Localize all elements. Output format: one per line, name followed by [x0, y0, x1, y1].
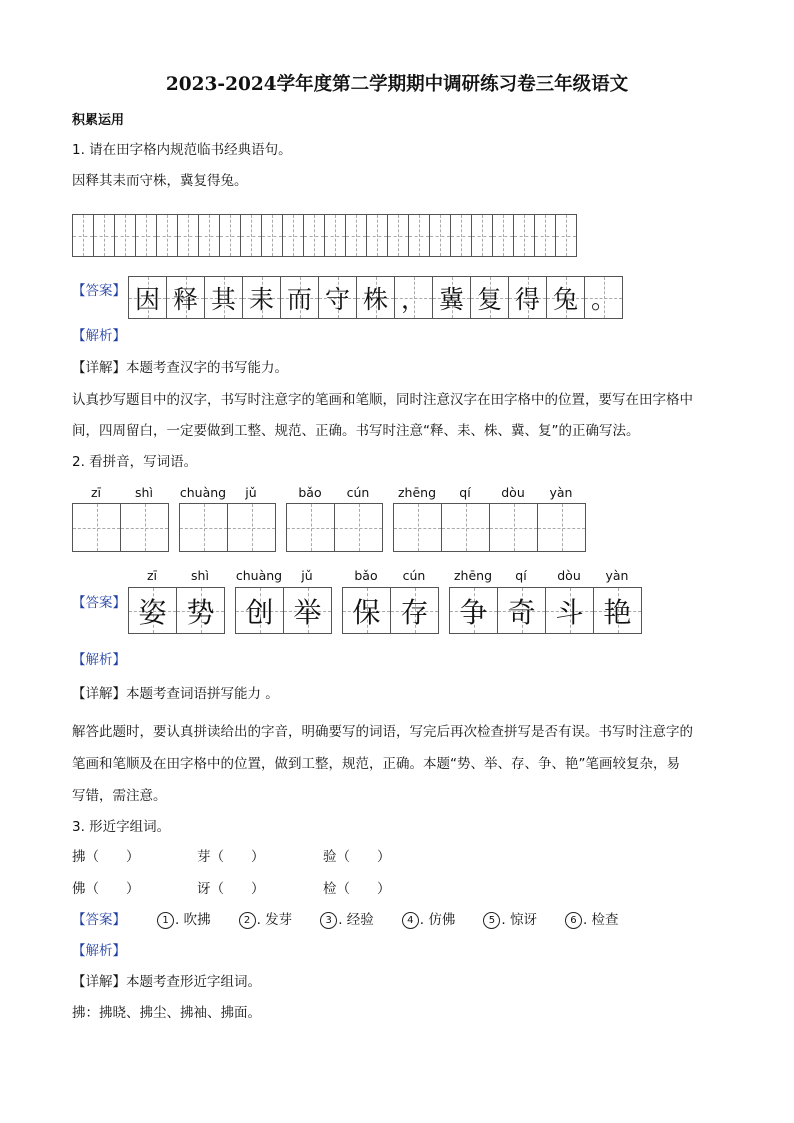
circled-number: 2 — [239, 912, 256, 929]
circled-number: 1 — [157, 912, 174, 929]
cell-char: ， — [400, 284, 426, 314]
tianzige-cell — [72, 503, 121, 552]
circled-number: 5 — [483, 912, 500, 929]
tianzige-cell — [166, 276, 205, 319]
q1-answer-label: 【答案】 — [72, 283, 126, 299]
tianzige-cell — [283, 587, 332, 634]
q2-explain-line: 解答此题时，要认真拼读给出的字音，明确要写的词语，写完后再次检查拼写是否有误。书写时注意字的 — [72, 724, 693, 740]
tianzige-cell — [135, 214, 157, 257]
q2-detail — [72, 685, 279, 703]
q2-prompt: 2. 看拼音，写词语。 — [72, 454, 198, 470]
circled-number: 6 — [565, 912, 582, 929]
cell-char: 复 — [476, 284, 502, 314]
tianzige-cell — [390, 587, 439, 634]
tianzige-cell — [156, 214, 178, 257]
cell-char: 株 — [362, 284, 388, 314]
pinyin: cún — [402, 568, 426, 583]
tianzige-cell — [282, 214, 304, 257]
tianzige-cell — [449, 587, 498, 634]
q3-detail — [72, 973, 261, 991]
pinyin: bǎo — [298, 485, 322, 500]
q3-item: 拂（ ） — [72, 849, 140, 865]
answer-word: . 检查 — [582, 912, 619, 928]
q3-example: 拂：拂晓、拂尘、拂袖、拂面。 — [72, 1005, 261, 1021]
tianzige-cell — [584, 276, 623, 319]
tianzige-cell — [429, 214, 451, 257]
q1-detail — [72, 359, 288, 377]
tianzige-cell — [450, 214, 472, 257]
word-grid — [179, 503, 276, 552]
q1-explain-line: 认真抄写题目中的汉字，书写时注意字的笔画和笔顺，同时注意汉字在田字格中的位置，要写在田字格中 — [72, 392, 693, 408]
answer-item — [483, 912, 537, 928]
pinyin: yàn — [605, 568, 629, 583]
answer-word-grid — [342, 587, 439, 634]
tianzige-cell — [240, 214, 262, 257]
word-grid — [286, 503, 383, 552]
answer-word: . 吹拂 — [175, 912, 211, 928]
pinyin: qí — [459, 485, 471, 500]
tianzige-cell — [471, 214, 493, 257]
tianzige-cell — [318, 276, 357, 319]
tianzige-cell — [555, 214, 577, 257]
tianzige-cell — [432, 276, 471, 319]
cell-char: 保 — [352, 595, 381, 629]
tianzige-cell — [334, 503, 383, 552]
tianzige-cell — [408, 214, 430, 257]
answer-item — [402, 912, 456, 928]
tianzige-cell — [280, 276, 319, 319]
tianzige-cell — [176, 587, 225, 634]
tianzige-cell — [72, 214, 94, 257]
pinyin: chuàng — [235, 568, 283, 583]
q3-item: 佛（ ） — [72, 881, 140, 897]
tianzige-cell — [441, 503, 490, 552]
tianzige-cell — [114, 214, 136, 257]
tianzige-cell — [204, 276, 243, 319]
pinyin: dòu — [557, 568, 581, 583]
tianzige-cell — [261, 214, 283, 257]
q3-item: 讶（ ） — [197, 881, 265, 897]
tianzige-cell — [345, 214, 367, 257]
tianzige-cell — [93, 214, 115, 257]
pinyin: qí — [515, 568, 527, 583]
q3-prompt: 3. 形近字组词。 — [72, 819, 171, 835]
q1-detail-text: 本题考查汉字的书写能力。 — [126, 360, 288, 376]
q3-item: 验（ ） — [323, 849, 391, 865]
tianzige-cell — [342, 587, 391, 634]
q3-item: 芽（ ） — [197, 849, 265, 865]
tianzige-cell — [492, 214, 514, 257]
cell-char: 其 — [210, 284, 236, 314]
cell-char: 奇 — [507, 595, 536, 629]
cell-char: 举 — [293, 595, 322, 629]
q1-explain-line: 间，四周留白，一定要做到工整、规范、正确。书写时注意“释、耒、株、冀、复”的正确写法。 — [72, 423, 640, 439]
tianzige-cell — [235, 587, 284, 634]
cell-char: 守 — [324, 284, 350, 314]
pinyin: yàn — [549, 485, 573, 500]
pinyin: zhēng — [453, 568, 493, 583]
q1-writing-grid — [72, 214, 577, 257]
tianzige-cell — [219, 214, 241, 257]
tianzige-cell — [545, 587, 594, 634]
q1-answer-grid — [128, 276, 623, 319]
answer-word-grid — [235, 587, 332, 634]
answer-word-grid — [128, 587, 225, 634]
cell-char: 得 — [514, 284, 540, 314]
tianzige-cell — [128, 276, 167, 319]
tianzige-cell — [593, 587, 642, 634]
q3-item: 检（ ） — [323, 881, 391, 897]
q1-sentence: 因释其耒而守株，冀复得兔。 — [72, 173, 248, 189]
q2-explain-line: 笔画和笔顺及在田字格中的位置，做到工整，规范，正确。本题“势、举、存、争、艳”笔画较复杂，易 — [72, 756, 680, 772]
pinyin: bǎo — [354, 568, 378, 583]
tianzige-cell — [393, 503, 442, 552]
answer-word: . 惊讶 — [501, 912, 537, 928]
tianzige-cell — [387, 214, 409, 257]
answer-word-grid — [449, 587, 642, 634]
tianzige-cell — [546, 276, 585, 319]
tianzige-cell — [513, 214, 535, 257]
tianzige-cell — [177, 214, 199, 257]
tianzige-cell — [120, 503, 169, 552]
tianzige-cell — [489, 503, 538, 552]
cell-char: 存 — [400, 595, 429, 629]
cell-char: 。 — [590, 284, 616, 314]
cell-char: 耒 — [248, 284, 274, 314]
q3-analysis-label: 【解析】 — [72, 943, 126, 959]
cell-char: 因 — [134, 284, 160, 314]
tianzige-cell — [286, 503, 335, 552]
tianzige-cell — [198, 214, 220, 257]
q2-analysis-label: 【解析】 — [72, 652, 126, 668]
circled-number: 3 — [320, 912, 337, 929]
pinyin: dòu — [501, 485, 525, 500]
tianzige-cell — [470, 276, 509, 319]
tianzige-cell — [179, 503, 228, 552]
tianzige-cell — [508, 276, 547, 319]
tianzige-cell — [303, 214, 325, 257]
q3-detail-text: 本题考查形近字组词。 — [126, 974, 261, 990]
pinyin: cún — [346, 485, 370, 500]
q3-answer-list — [157, 911, 647, 929]
q1-prompt: 1. 请在田字格内规范临书经典语句。 — [72, 142, 292, 158]
cell-char: 冀 — [438, 284, 464, 314]
cell-char: 释 — [172, 284, 198, 314]
answer-word: . 发芽 — [256, 912, 293, 928]
pinyin: zī — [90, 485, 102, 500]
pinyin: chuàng — [179, 485, 227, 500]
cell-char: 艳 — [603, 595, 632, 629]
tianzige-cell — [534, 214, 556, 257]
tianzige-cell — [227, 503, 276, 552]
q2-explain-line: 写错，需注意。 — [72, 788, 167, 804]
cell-char: 而 — [286, 284, 312, 314]
q2-detail-label: 【详解】 — [72, 686, 126, 702]
answer-word: . 仿佛 — [419, 912, 456, 928]
cell-char: 斗 — [555, 595, 584, 629]
page-title: 2023-2024学年度第二学期期中调研练习卷三年级语文 — [165, 74, 629, 95]
tianzige-cell — [497, 587, 546, 634]
answer-item — [239, 912, 293, 928]
tianzige-cell — [242, 276, 281, 319]
pinyin: jǔ — [301, 568, 313, 583]
tianzige-cell — [537, 503, 586, 552]
answer-item — [320, 912, 374, 928]
tianzige-cell — [366, 214, 388, 257]
answer-item — [157, 912, 211, 928]
tianzige-cell — [324, 214, 346, 257]
q1-analysis-label: 【解析】 — [72, 328, 126, 344]
pinyin: jǔ — [245, 485, 257, 500]
circled-number: 4 — [402, 912, 419, 929]
pinyin: zī — [146, 568, 158, 583]
word-grid — [393, 503, 586, 552]
q2-answer-label: 【答案】 — [72, 595, 126, 611]
cell-char: 势 — [186, 595, 215, 629]
tianzige-cell — [128, 587, 177, 634]
q1-detail-label: 【详解】 — [72, 360, 126, 376]
q2-detail-text: 本题考查词语拼写能力 。 — [126, 686, 279, 702]
section-heading: 积累运用 — [72, 113, 125, 128]
tianzige-cell — [394, 276, 433, 319]
q3-answer-label: 【答案】 — [72, 912, 126, 928]
pinyin: shì — [191, 568, 209, 583]
answer-item — [565, 912, 619, 928]
answer-word: . 经验 — [338, 912, 374, 928]
word-grid — [72, 503, 169, 552]
pinyin: zhēng — [397, 485, 437, 500]
cell-char: 争 — [459, 595, 488, 629]
cell-char: 姿 — [138, 595, 167, 629]
cell-char: 兔 — [552, 284, 578, 314]
tianzige-cell — [356, 276, 395, 319]
pinyin: shì — [135, 485, 153, 500]
cell-char: 创 — [245, 595, 274, 629]
q3-detail-label: 【详解】 — [72, 974, 126, 990]
